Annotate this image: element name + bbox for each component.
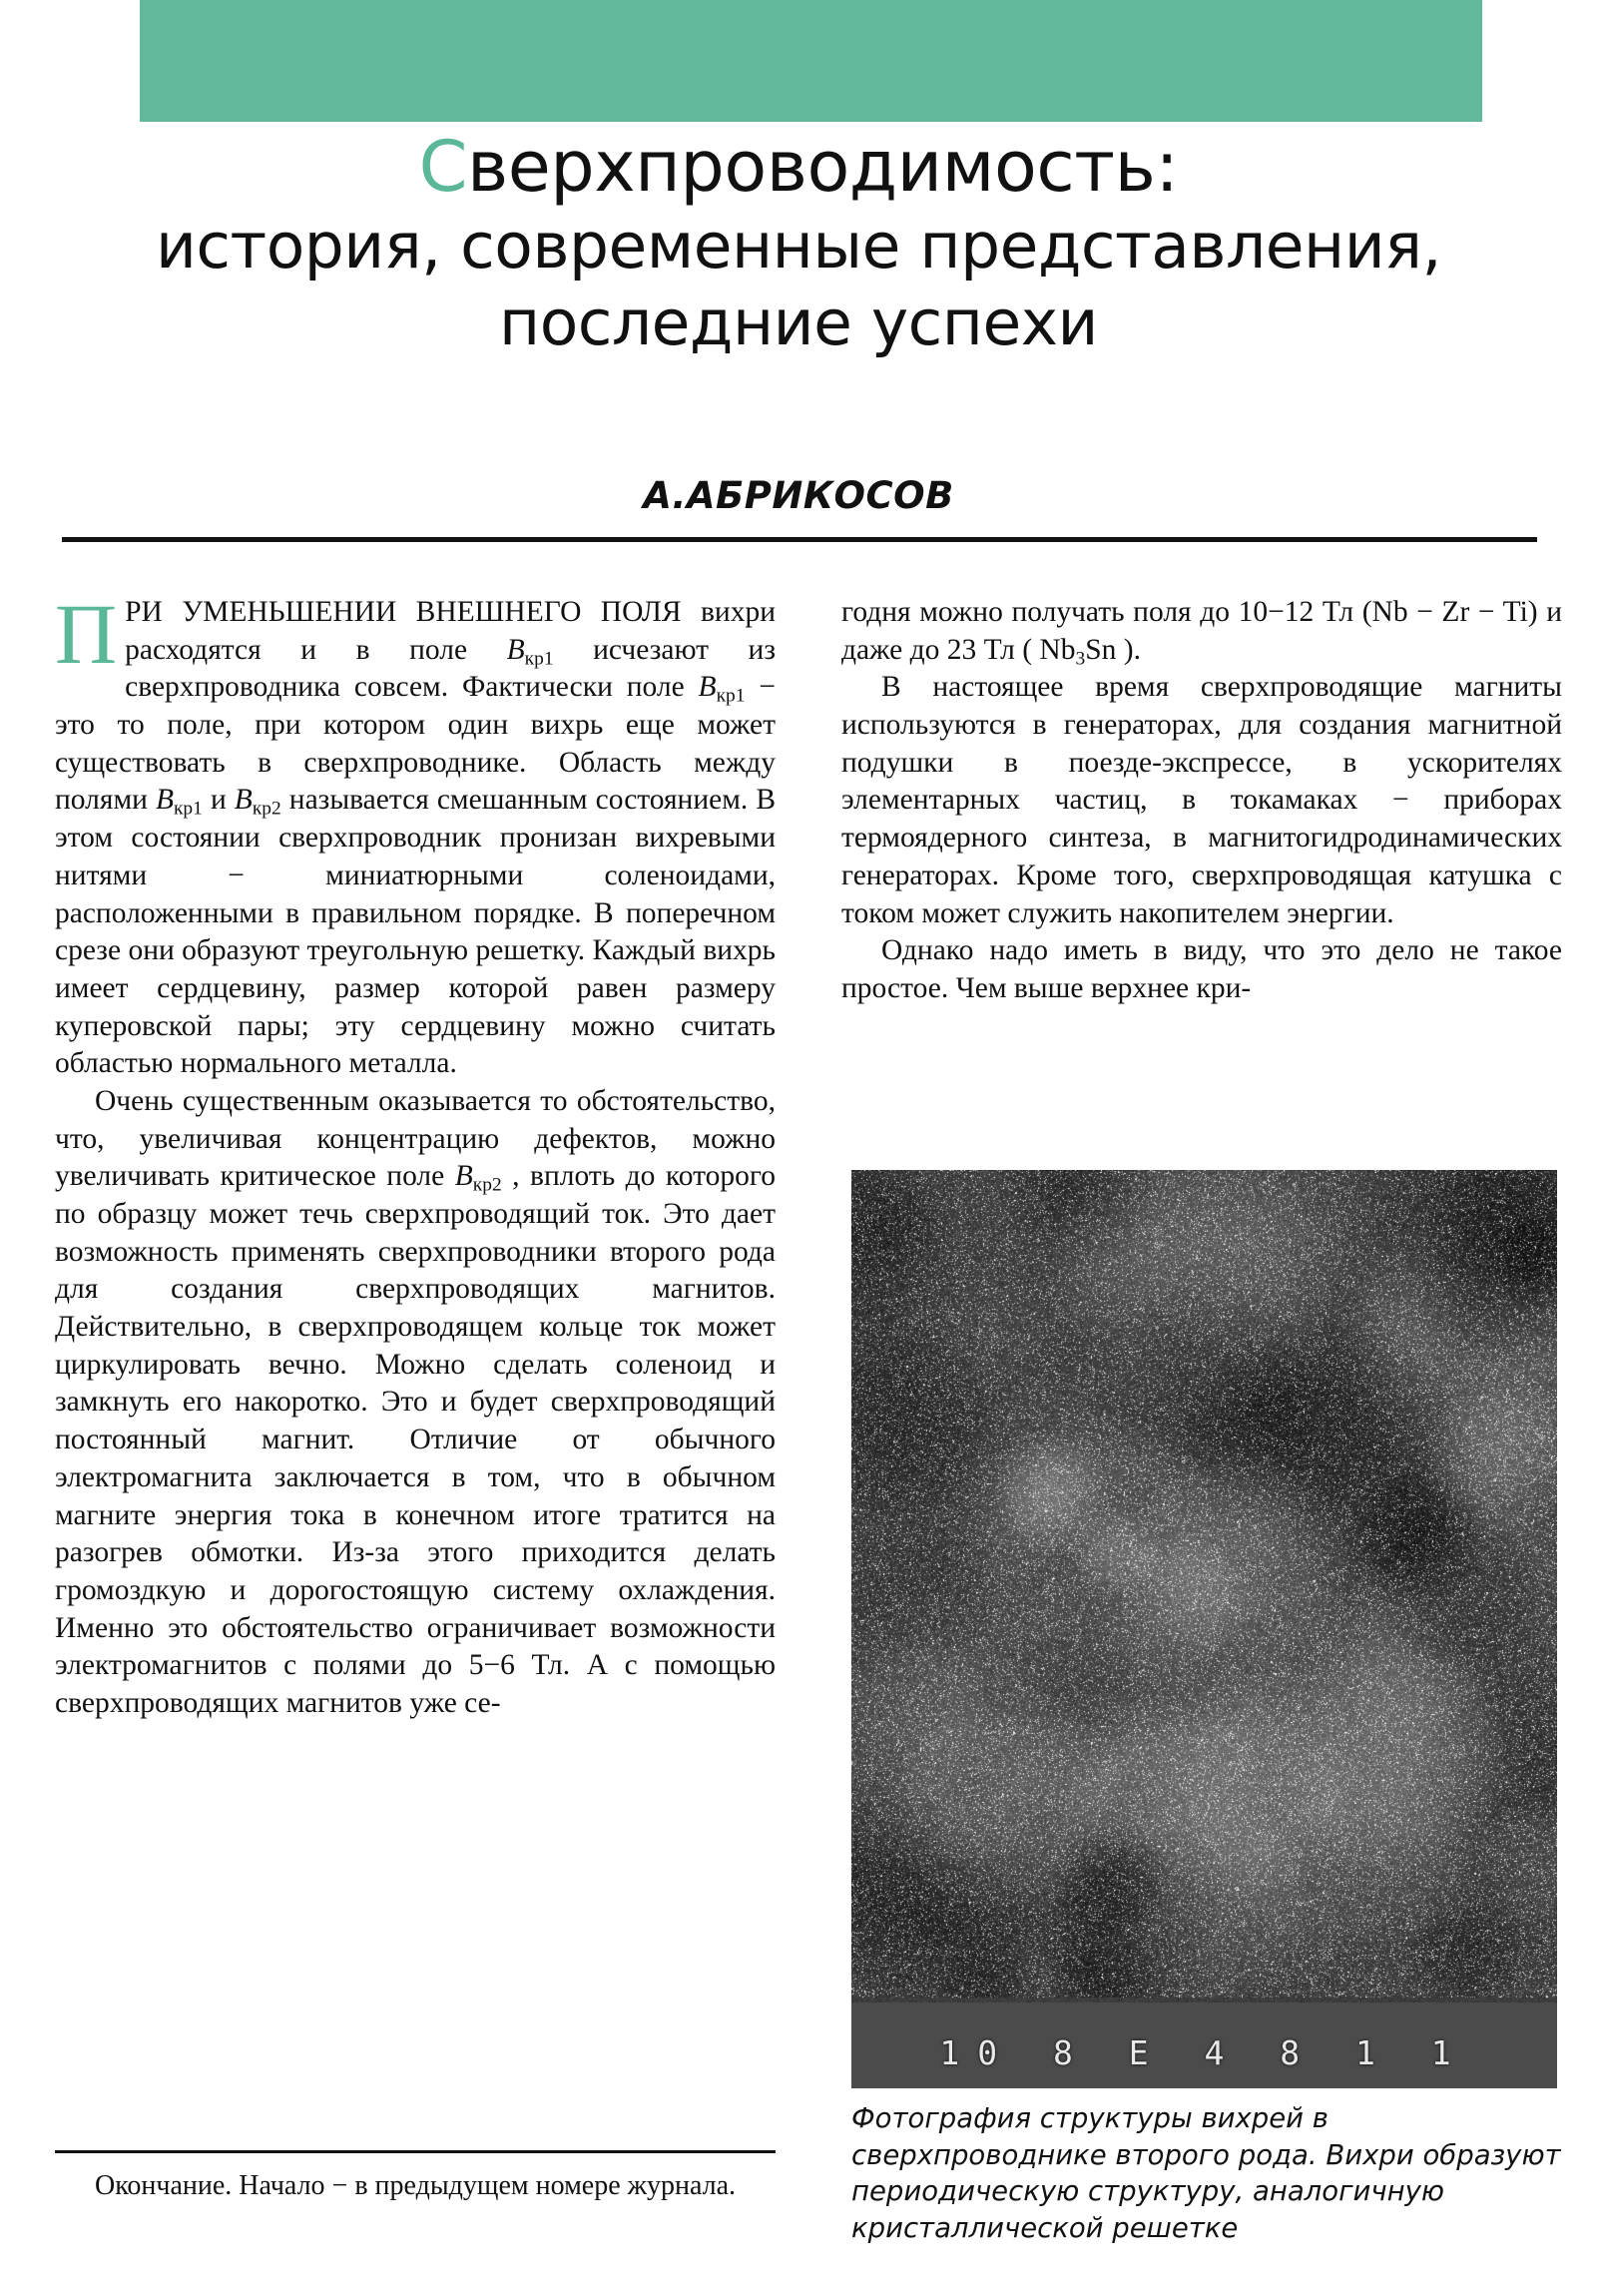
article-column-right — [841, 594, 1562, 1148]
header-divider-rule — [62, 537, 1537, 542]
paragraph-right-1-b: Sn ). — [1085, 633, 1141, 666]
paragraph-right-1-a: годня можно получать поля до 10−12 Тл (Nb − Zr − Ti) и даже до 23 Тл ( Nb — [841, 596, 1562, 666]
title-line-3: последние успехи — [499, 286, 1098, 359]
nb3sn-subscript: 3 — [1075, 648, 1086, 670]
header-accent-bar — [140, 0, 1482, 122]
symbol-bkr2-b: B — [454, 1160, 473, 1193]
figure-photograph — [851, 1170, 1557, 2088]
paragraph-left-2-b: , вплоть до которого по образцу может течь сверхпроводящий ток. Это дает возможность применять сверхпроводники второго рода для создания сверхпроводящих магнитов. Действительно, в сверхпроводящем кольце ток может циркулировать вечно. Можно сделать соленоид и замкнуть его накоротко. Это и будет сверхпроводящий постоянный магнит. Отличие от обычного электромагнита заключается в том, что в обычном магните энергия тока в конечном итоге тратится на разогрев обмотки. Из-за этого приходится делать громоздкую и дорогостоящую систему охлаждения. Именно это обстоятельство ограничивает возможности электромагнитов с полями до 5−6 Тл. А с помощью сверхпроводящих магнитов уже се- — [55, 1160, 776, 1719]
symbol-bkr1-a: B — [506, 633, 525, 666]
symbol-bkr2-b-sub: кр2 — [472, 1174, 502, 1196]
page-title — [90, 128, 1507, 358]
footnote-divider-rule — [55, 2150, 776, 2153]
paragraph-left-1-c: − это то поле, при котором один вихрь еще может существовать в сверхпроводнике. Область между полями — [55, 671, 776, 817]
symbol-bkr1-a-sub: кр1 — [524, 648, 554, 670]
author-byline: А.АБРИКОСОВ — [643, 474, 954, 517]
symbol-bkr2-a: B — [234, 784, 253, 817]
article-column-left — [55, 586, 777, 1723]
lead-in-caps: РИ УМЕНЬШЕНИИ ВНЕШНЕГО ПОЛЯ — [125, 596, 682, 628]
symbol-bkr1-c: B — [155, 784, 174, 817]
paragraph-left-1-e: называется смешанным состоянием. В этом состоянии сверхпроводник пронизан вихревыми нитями − миниатюрными соленоидами, расположенными в правильном порядке. В поперечном срезе они образуют треугольную решетку. Каждый вихрь имеет сердцевину, размер которой равен размеру куперовской пары; эту сердцевину можно считать областью нормального металла. — [55, 784, 776, 1080]
title-line-2: история, современные представления, — [155, 210, 1442, 284]
title-drop-letter: С — [418, 126, 467, 208]
paragraph-right-3: Однако надо иметь в виду, что это дело не такое простое. Чем выше верхнее кри- — [841, 934, 1562, 1004]
paragraph-left-1-a: вихри расходятся и в поле — [125, 596, 776, 666]
drop-cap-letter: П — [55, 586, 118, 682]
paragraph-left-1-d: и — [202, 784, 235, 817]
footnote-block — [55, 2168, 776, 2204]
symbol-bkr1-b-sub: кр1 — [716, 685, 746, 707]
symbol-bkr1-b: B — [698, 671, 717, 704]
paragraph-right-1 — [841, 594, 1562, 669]
paragraph-left-1 — [55, 586, 777, 1083]
title-line-1 — [90, 128, 1507, 206]
paragraph-left-2-a: Очень существенным оказывается то обстоятельство, что, увеличивая концентрацию дефектов, можно увеличивать критическое поле — [55, 1084, 776, 1193]
footnote-text: Окончание. Начало − в предыдущем номере журнала. — [95, 2170, 737, 2201]
figure-caption: Фотография структуры вихрей в сверхпроводнике второго рода. Вихри образуют периодическую структуру, аналогичную кристаллической решетке — [851, 2102, 1561, 2244]
paragraph-right-2: В настоящее время сверхпроводящие магниты используются в генераторах, для создания магнитной подушки в поезде-экспрессе, в ускорителях элементарных частиц, в токамаках − приборах термоядерного синтеза, в магнитогидродинамических генераторах. Кроме того, сверхпроводящая катушка с током может служить накопителем энергии. — [841, 671, 1562, 929]
photograph-image — [851, 1170, 1557, 2088]
symbol-bkr1-c-sub: кр1 — [173, 798, 203, 820]
paragraph-left-2 — [55, 1083, 776, 1723]
symbol-bkr2-a-sub: кр2 — [252, 798, 281, 820]
photograph-overlay-digits: 10 8 E 4 8 1 1 — [939, 2033, 1469, 2072]
title-line-1-rest: верхпроводимость: — [466, 126, 1179, 208]
paragraph-left-1-b: исчезают из сверхпроводника совсем. Фактически поле — [125, 633, 777, 704]
